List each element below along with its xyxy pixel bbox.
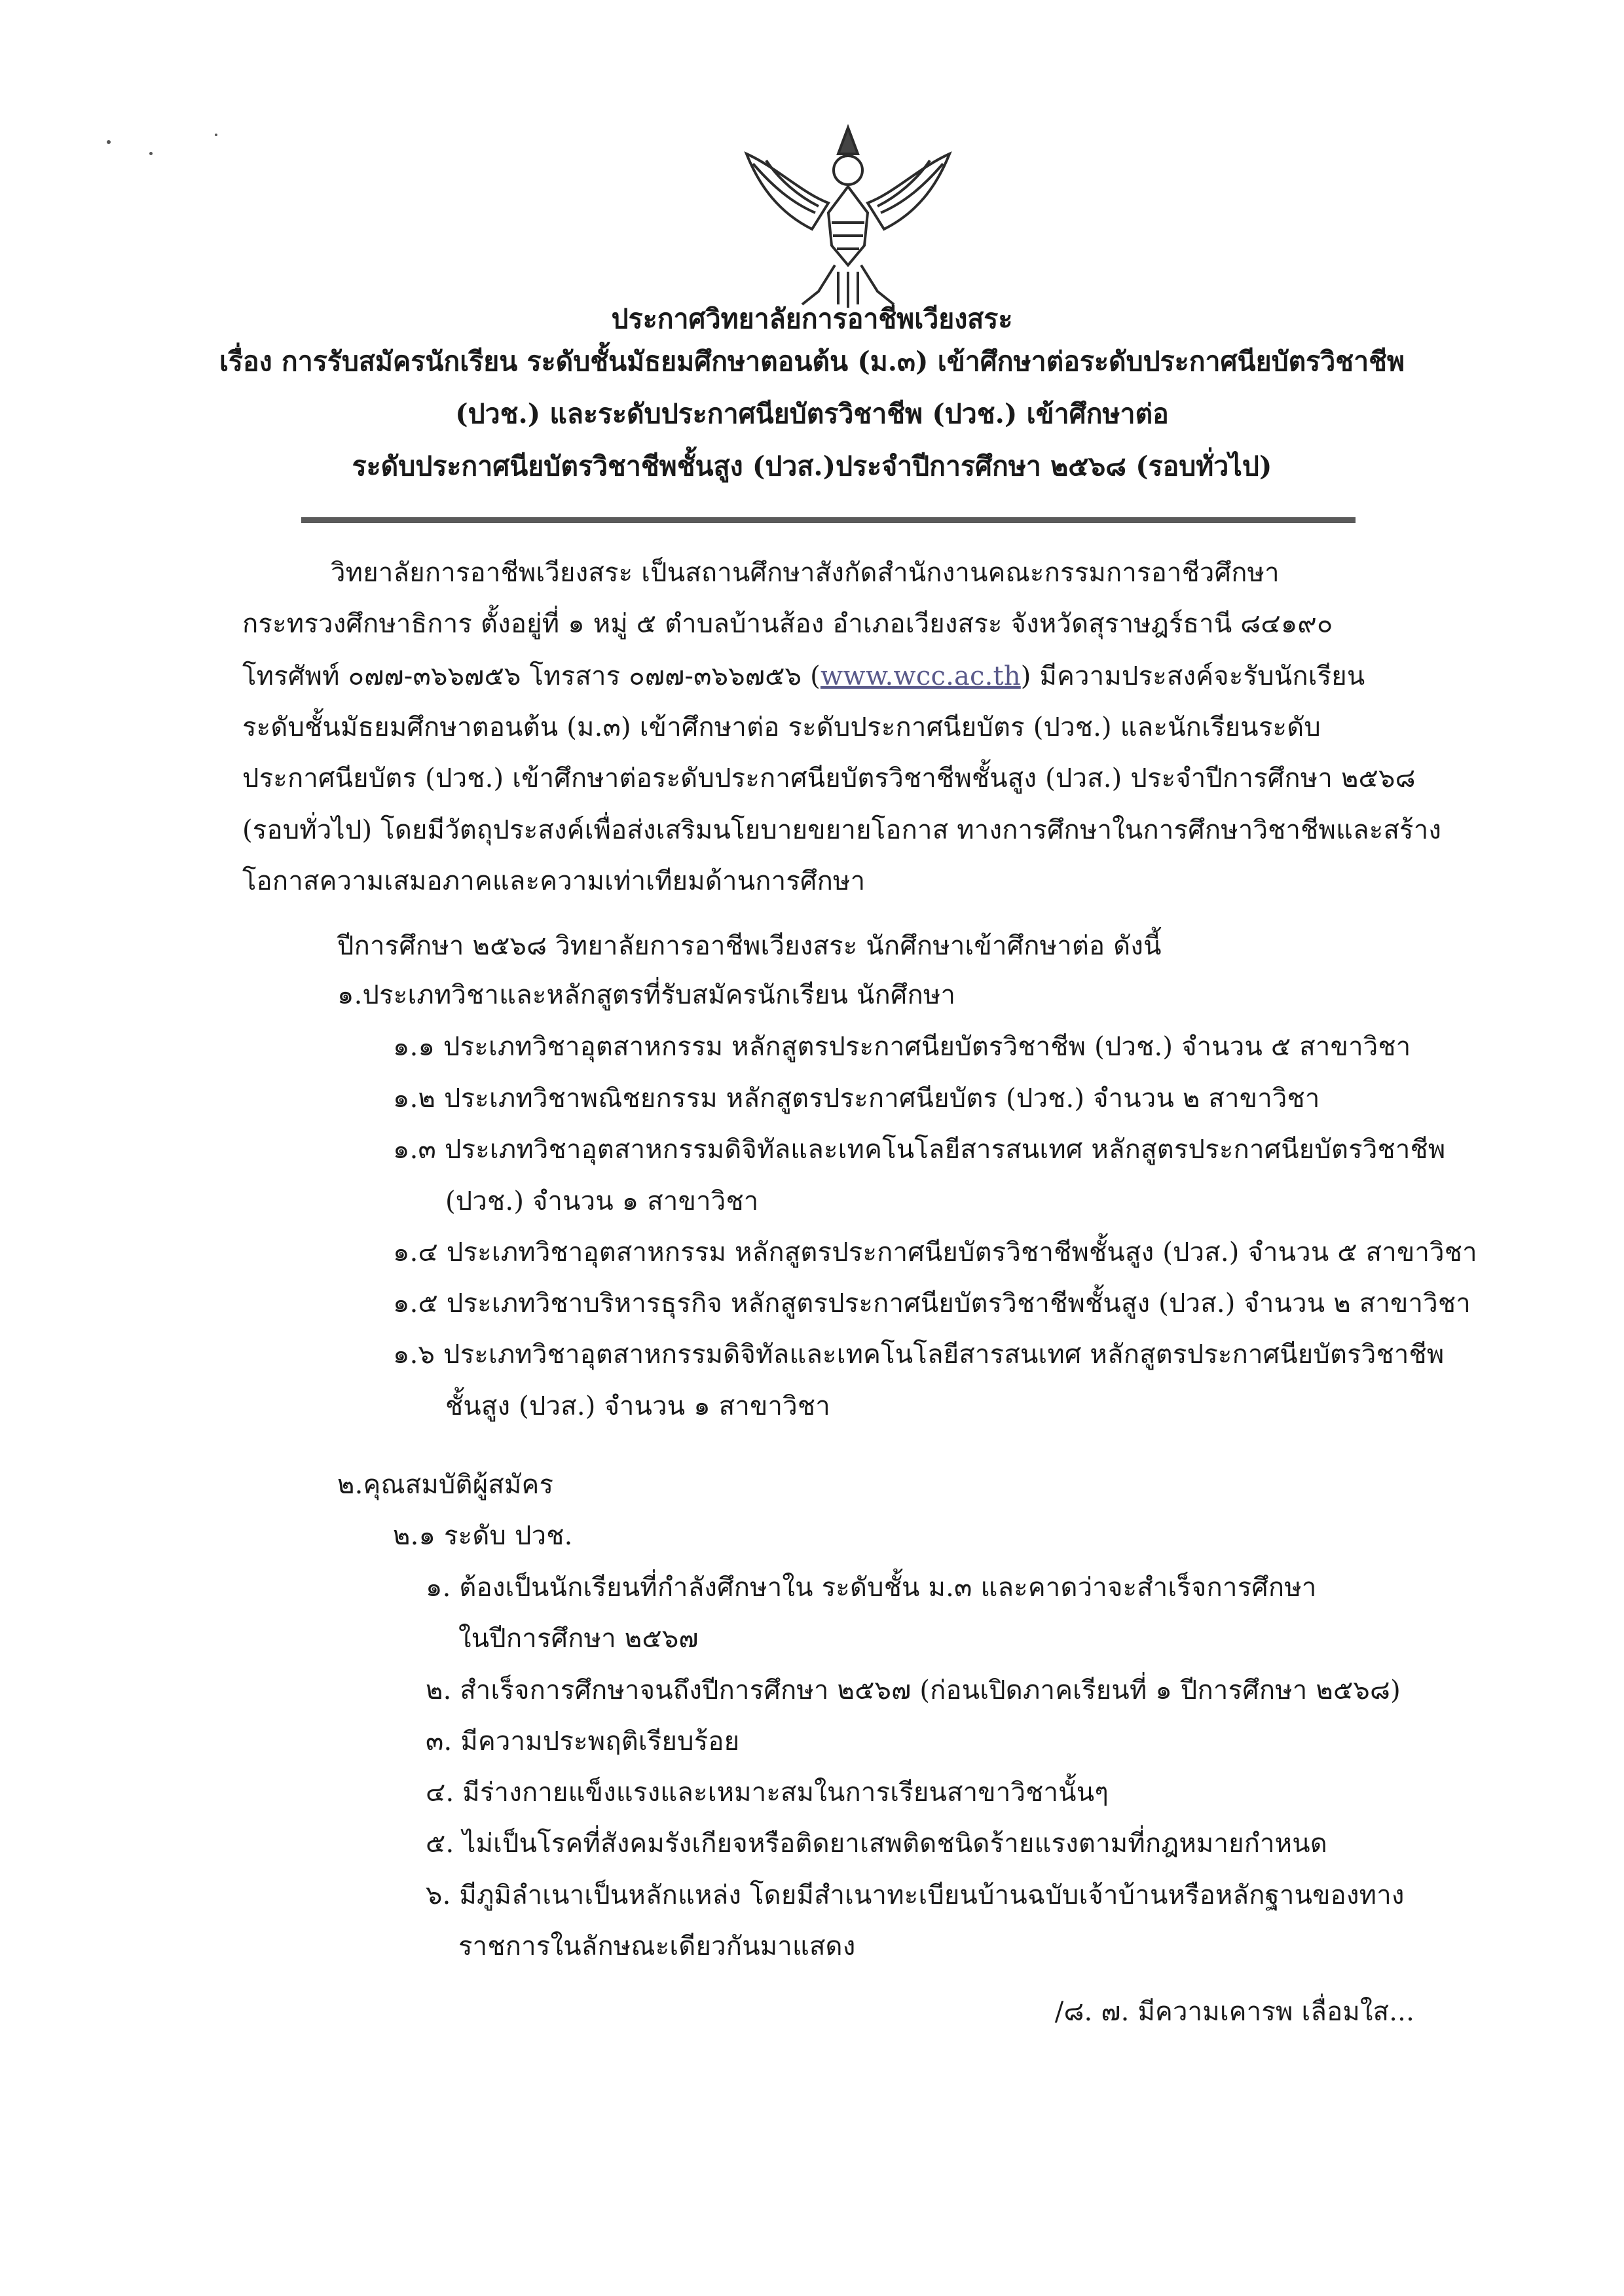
qualification-4: ๔. มีร่างกายแข็งแรงและเหมาะสมในการเรียนสาขาวิชานั้นๆ — [426, 1777, 1109, 1808]
section1-item-6: ๑.๖ ประเภทวิชาอุตสาหกรรมดิจิทัลและเทคโนโลยีสารสนเทศ หลักสูตรประกาศนียบัตรวิชาชีพ — [393, 1339, 1445, 1370]
section1-item-2: ๑.๒ ประเภทวิชาพณิชยกรรม หลักสูตรประกาศนียบัตร (ปวช.) จำนวน ๒ สาขาวิชา — [393, 1084, 1320, 1114]
intro-line-5: ประกาศนียบัตร (ปวช.) เข้าศึกษาต่อระดับประกาศนียบัตรวิชาชีพชั้นสูง (ปวส.) ประจำปีการศึกษา ๒๕๖๘ — [242, 763, 1416, 793]
subject-line-2: (ปวช.) และระดับประกาศนียบัตรวิชาชีพ (ปวช.) เข้าศึกษาต่อ — [455, 398, 1169, 429]
section2-subheading: ๒.๑ ระดับ ปวช. — [393, 1521, 573, 1551]
section1-item-6-cont: ชั้นสูง (ปวส.) จำนวน ๑ สาขาวิชา — [445, 1391, 830, 1421]
intro-line-3: โทรศัพท์ ๐๗๗-๓๖๖๗๕๖ โทรสาร ๐๗๗-๓๖๖๗๕๖ (www.wcc.ac.th) มีความประสงค์จะรับนักเรียน — [242, 661, 1365, 691]
section1-title: ๑.ประเภทวิชาและหลักสูตรที่รับสมัครนักเรียน นักศึกษา — [337, 980, 956, 1010]
section2-title: ๒.คุณสมบัติผู้สมัคร — [337, 1470, 554, 1500]
qualification-1-cont: ในปีการศึกษา ๒๕๖๗ — [458, 1624, 699, 1654]
garuda-emblem — [740, 115, 956, 311]
announcement-title: ประกาศวิทยาลัยการอาชีพเวียงสระ — [611, 303, 1013, 335]
scan-speck — [149, 152, 153, 155]
qualification-2: ๒. สำเร็จการศึกษาจนถึงปีการศึกษา ๒๕๖๗ (ก่อนเปิดภาคเรียนที่ ๑ ปีการศึกษา ๒๕๖๘) — [426, 1675, 1401, 1705]
intro-line-2: กระทรวงศึกษาธิการ ตั้งอยู่ที่ ๑ หมู่ ๕ ตำบลบ้านส้อง อำเภอเวียงสระ จังหวัดสุราษฎร์ธานี ๘๔๑๙๐ — [242, 609, 1333, 639]
section1-item-3-cont: (ปวช.) จำนวน ๑ สาขาวิชา — [445, 1186, 759, 1216]
year-line: ปีการศึกษา ๒๕๖๘ วิทยาลัยการอาชีพเวียงสระ นักศึกษาเข้าศึกษาต่อ ดังนี้ — [337, 931, 1162, 961]
intro-line-4: ระดับชั้นมัธยมศึกษาตอนต้น (ม.๓) เข้าศึกษาต่อ ระดับประกาศนียบัตร (ปวช.) และนักเรียนระดับ — [242, 712, 1321, 742]
section1-item-5: ๑.๕ ประเภทวิชาบริหารธุรกิจ หลักสูตรประกาศนียบัตรวิชาชีพชั้นสูง (ปวส.) จำนวน ๒ สาขาวิชา — [393, 1288, 1471, 1319]
qualification-5: ๕. ไม่เป็นโรคที่สังคมรังเกียจหรือติดยาเสพติดชนิดร้ายแรงตามที่กฎหมายกำหนด — [426, 1829, 1327, 1859]
section1-item-3: ๑.๓ ประเภทวิชาอุตสาหกรรมดิจิทัลและเทคโนโลยีสารสนเทศ หลักสูตรประกาศนียบัตรวิชาชีพ — [393, 1135, 1446, 1165]
qualification-6: ๖. มีภูมิลำเนาเป็นหลักแหล่ง โดยมีสำเนาทะเบียนบ้านฉบับเจ้าบ้านหรือหลักฐานของทาง — [426, 1880, 1405, 1910]
website-link[interactable]: www.wcc.ac.th — [820, 661, 1021, 691]
qualification-1: ๑. ต้องเป็นนักเรียนที่กำลังศึกษาใน ระดับชั้น ม.๓ และคาดว่าจะสำเร็จการศึกษา — [426, 1573, 1317, 1603]
continuation-note: /๘. ๗. มีความเคารพ เลื่อมใส... — [1054, 1997, 1414, 2027]
section1-item-1: ๑.๑ ประเภทวิชาอุตสาหกรรม หลักสูตรประกาศนียบัตรวิชาชีพ (ปวช.) จำนวน ๕ สาขาวิชา — [393, 1032, 1411, 1062]
section1-item-4: ๑.๔ ประเภทวิชาอุตสาหกรรม หลักสูตรประกาศนียบัตรวิชาชีพชั้นสูง (ปวส.) จำนวน ๕ สาขาวิชา — [393, 1237, 1477, 1267]
qualification-6-cont: ราชการในลักษณะเดียวกันมาแสดง — [458, 1931, 856, 1961]
intro-line-7: โอกาสความเสมอภาคและความเท่าเทียมด้านการศึกษา — [242, 866, 866, 896]
header-divider — [301, 517, 1356, 523]
subject-line-1: เรื่อง การรับสมัครนักเรียน ระดับชั้นมัธยมศึกษาตอนต้น (ม.๓) เข้าศึกษาต่อระดับประกาศนียบัตรวิชาชีพ — [219, 346, 1405, 377]
intro-line-6: (รอบทั่วไป) โดยมีวัตถุประสงค์เพื่อส่งเสริมนโยบายขยายโอกาส ทางการศึกษาในการศึกษาวิชาชีพและสร้าง — [242, 815, 1442, 845]
subject-line-3: ระดับประกาศนียบัตรวิชาชีพชั้นสูง (ปวส.)ประจำปีการศึกษา ๒๕๖๘ (รอบทั่วไป) — [352, 450, 1272, 482]
intro-line-1: วิทยาลัยการอาชีพเวียงสระ เป็นสถานศึกษาสังกัดสำนักงานคณะกรรมการอาชีวศึกษา — [331, 558, 1280, 588]
qualification-3: ๓. มีความประพฤติเรียบร้อย — [426, 1726, 740, 1757]
scan-speck — [107, 140, 111, 144]
scan-speck — [215, 134, 217, 136]
